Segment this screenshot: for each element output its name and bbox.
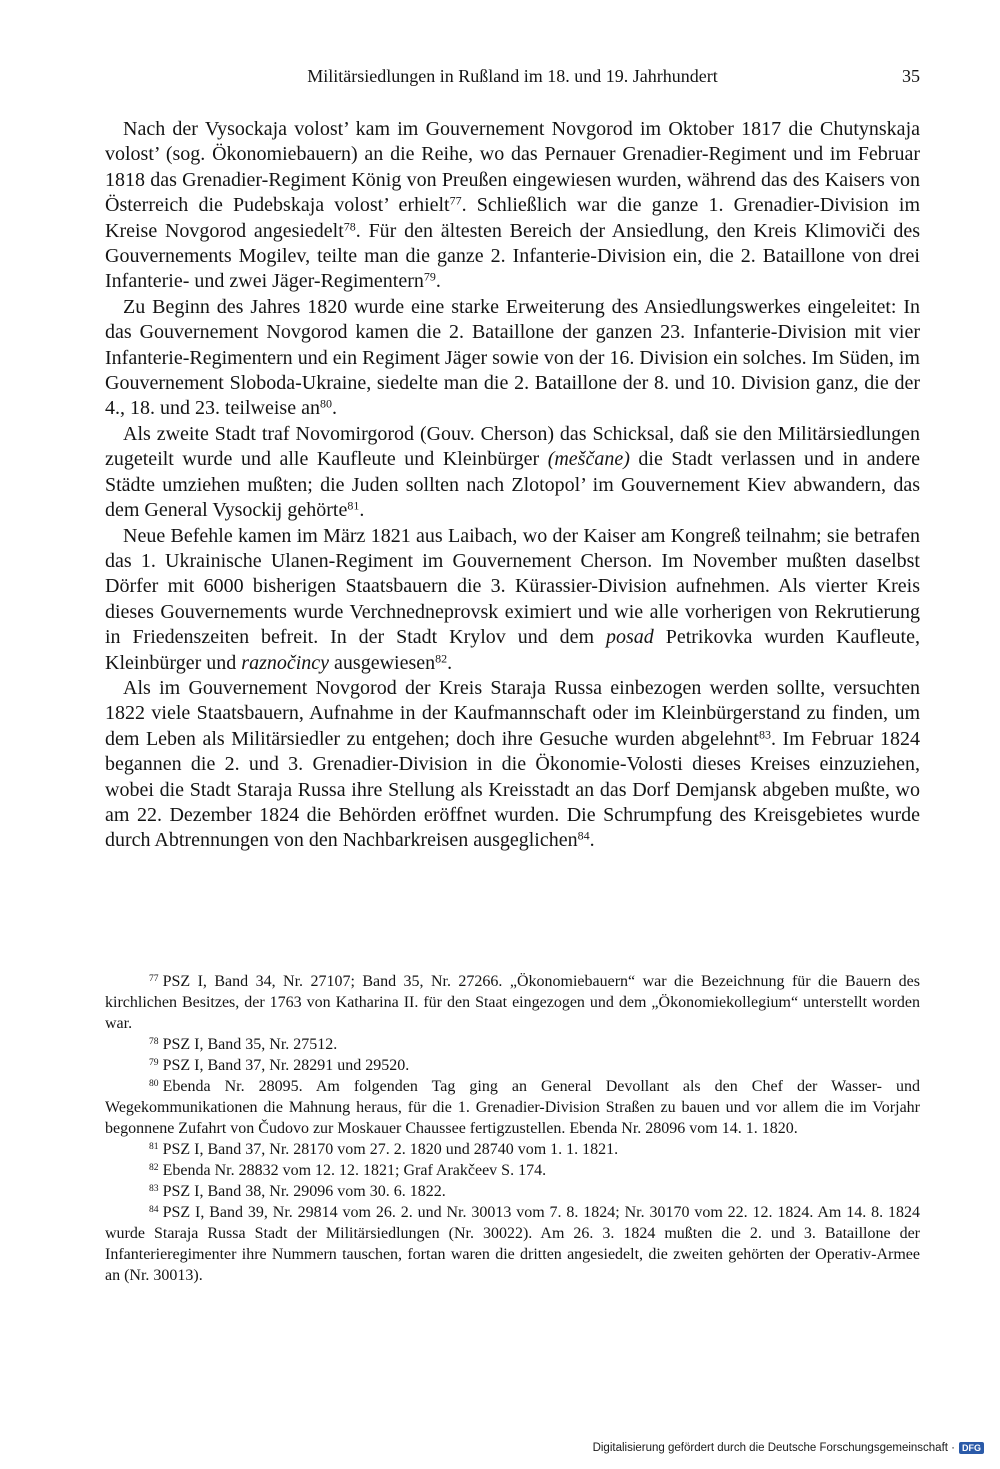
text-run: Neue Befehle kamen im März 1821 aus Laibach, wo der Kaiser am Kongreß teilnahm; sie betrafen das 1. Ukrainische Ulanen-Regiment im Gouvernement Cherson. Im November mußten daselbst Dörfer mit 6000 bisherigen Staatsbauern die 3. Kürassier-Division aufnehmen. Als vierter Kreis dieses Gouvernements wurde Verchnedneprovsk eximiert und wie alle vorherigen von Rekrutierung in Friedenszeiten befreit. In der Stadt Krylov und dem: [105, 524, 920, 649]
text-run: .: [359, 499, 365, 522]
paragraph: [105, 117, 920, 295]
text-run: . Schließlich war die ganze 1. Grenadier-Division im Kreise Novgorod angesiedelt: [105, 194, 920, 242]
text-run: Als im Gouvernement Novgorod der Kreis Staraja Russa einbezogen werden sollte, versuchten 1822 viele Staatsbauern, Aufnahme in der Kaufmannschaft oder im Kleinbürgerstand zu finden, um dem Leben als Militärsiedler zu entgehen; doch ihre Gesuche wurden abgelehnt: [105, 676, 920, 750]
footnote-text: PSZ I, Band 35, Nr. 27512.: [162, 1036, 338, 1053]
footnote-ref: 81: [347, 498, 360, 513]
paragraph: [105, 676, 920, 854]
text-run: .: [447, 651, 453, 674]
text-run: die Stadt verlassen und in andere Städte umziehen mußten; die Juden sollten nach Zlotopol’ im Gouvernement Kiev abwandern, das dem General Vysockij gehörte: [105, 448, 920, 522]
text-run: Als zweite Stadt traf Novomirgorod (Gouv. Cherson) das Schicksal, daß sie den Militärsiedlungen zugeteilt wurde und alle Kaufleute und Kleinbürger: [105, 422, 920, 471]
text-run: Zu Beginn des Jahres 1820 wurde eine starke Erweiterung des Ansiedlungswerkes eingeleitet: In das Gouvernement Novgorod kamen die 2. Bataillone der ganzen 23. Infanterie-Division mit vier Infanterie-Regimentern und ein Regiment Jäger sowie von der 16. Division ein solches. Im Süden, im Gouvernement Sloboda-Ukraine, siedelte man die 2. Bataillone der 8. und 10. Division ganz, die der 4., 18. und 23. teilweise an: [105, 295, 920, 420]
text-run: ausgewiesen: [329, 651, 436, 674]
footnote: $^{79}$ PSZ I, Band 37, Nr. 28291 und 29520.: [149, 1056, 410, 1074]
text-run: .: [589, 829, 595, 852]
page-header: [105, 66, 920, 94]
footnote: $^{81}$ PSZ I, Band 37, Nr. 28170 vom 27. 2. 1820 und 28740 vom 1. 1. 1821.: [149, 1140, 619, 1158]
footnote-ref: 84: [577, 828, 590, 843]
running-title: Militärsiedlungen in Rußland im 18. und 19. Jahrhundert: [307, 66, 718, 86]
footnote-text: PSZ I, Band 37, Nr. 28291 und 29520.: [162, 1057, 410, 1074]
footnote-ref: 82: [435, 650, 448, 665]
footnote-ref: 80: [319, 396, 332, 411]
footnote-ref: 79: [423, 269, 436, 284]
italic-term: (meščane): [547, 448, 630, 471]
digitization-credit: [593, 1439, 984, 1457]
footnote: $^{78}$ PSZ I, Band 35, Nr. 27512.: [149, 1035, 338, 1053]
text-run: .: [435, 270, 441, 293]
text-run: . Für den ältesten Bereich der Ansiedlung, den Kreis Klimoviči des Gouvernements Mogilev, teilte man die ganze 2. Infanterie-Division ein, die 2. Bataillone von drei Infanterie- und zwei Jäger-Regimentern: [105, 219, 920, 293]
footnote: $^{84}$ PSZ I, Band 39, Nr. 29814 vom 26. 2. und Nr. 30013 vom 7. 8. 1824; Nr. 30170 vom 22. 12. 1824. Am 14. 8. 1824 wurde Staraja Russa Stadt der Militärsiedlungen (Nr. 30022). Am 26. 3. 1824 mußten die 2. und 3. Bataillone der Infanterieregimenter ihre Nummern tauschen, fortan waren die dritten angesiedelt, die zweiten gehörten der Operativ-Armee an (Nr. 30013).: [105, 1203, 920, 1284]
footnote-text: PSZ I, Band 34, Nr. 27107; Band 35, Nr. 27266. „Ökonomiebauern“ war die Bezeichnung für die Bauern des kirchlichen Besitzes, der 1763 von Katharina II. für den Staat eingezogen und dem „Ökonomiekollegium“ unterstellt worden war.: [105, 973, 920, 1032]
page-number: 35: [902, 66, 920, 86]
footnote-text: PSZ I, Band 39, Nr. 29814 vom 26. 2. und Nr. 30013 vom 7. 8. 1824; Nr. 30170 vom 22. 12. 1824. Am 14. 8. 1824 wurde Staraja Russa Stadt der Militärsiedlungen (Nr. 30022). Am 26. 3. 1824 mußten die 2. und 3. Bataillone der Infanterieregimenter ihre Nummern tauschen, fortan waren die dritten angesiedelt, die zweiten gehörten der Operativ-Armee an (Nr. 30013).: [105, 1204, 920, 1284]
italic-term: raznočincy: [241, 651, 330, 674]
text-run: . Im Februar 1824 begannen die 2. und 3. Grenadier-Division in die Ökonomie-Volosti dieses Kreises einzuziehen, wobei die Stadt Staraja Russa ihre Stellung als Kreisstadt an das Dorf Demjansk abgeben mußte, wo am 22. Dezember 1824 die Behörden eröffnet wurden. Die Schrumpfung des Kreisgebietes wurde durch Abtrennungen von den Nachbarkreisen ausgeglichen: [105, 727, 920, 852]
paragraph: [105, 422, 920, 524]
footnote-text: PSZ I, Band 38, Nr. 29096 vom 30. 6. 1822.: [162, 1183, 446, 1200]
paragraph: [105, 524, 920, 676]
footnotes: [105, 971, 920, 1286]
footnote-ref: 77: [449, 193, 462, 208]
credit-text: Digitalisierung gefördert durch die Deutsche Forschungsgemeinschaft ·: [592, 1442, 955, 1454]
text-run: .: [331, 397, 337, 420]
footnote-ref: 78: [343, 219, 356, 234]
footnote-ref: 83: [758, 727, 771, 742]
italic-term: posad: [605, 626, 654, 649]
text-run: Nach der Vysockaja volost’ kam im Gouvernement Novgorod im Oktober 1817 die Chutynskaja volost’ (sog. Ökonomiebauern) an die Reihe, wo das Pernauer Grenadier-Regiment und im Februar 1818 das Grenadier-Regiment König von Preußen eingewiesen wurden, während das des Kaisers von Österreich die Pudebskaja volost’ erhielt: [105, 118, 920, 217]
text-run: Petrikovka wurden Kaufleute, Kleinbürger und: [105, 626, 920, 674]
footnote-text: Ebenda Nr. 28095. Am folgenden Tag ging an General Devollant als den Chef der Wasser- und Wegekommunikationen die Mahnung heraus, für die 1. Grenadier-Division Straßen zu bauen und vor allem die im Vorjahr begonnene Zufahrt von Čudovo zur Moskauer Chaussee fertigzustellen. Ebenda Nr. 28096 vom 14. 1. 1820.: [105, 1078, 920, 1137]
footnote: $^{82}$ Ebenda Nr. 28832 vom 12. 12. 1821; Graf Arakčeev S. 174.: [149, 1161, 547, 1179]
dfg-logo-icon: DFG: [959, 1442, 984, 1454]
footnote: $^{77}$ PSZ I, Band 34, Nr. 27107; Band 35, Nr. 27266. „Ökonomiebauern“ war die Bezeichnung für die Bauern des kirchlichen Besitzes, der 1763 von Katharina II. für den Staat eingezogen und dem „Ökonomiekollegium“ unterstellt worden war.: [105, 972, 920, 1032]
footnote: $^{80}$ Ebenda Nr. 28095. Am folgenden Tag ging an General Devollant als den Chef der Wasser- und Wegekommunikationen die Mahnung heraus, für die 1. Grenadier-Division Straßen zu bauen und vor allem die im Vorjahr begonnene Zufahrt von Čudovo zur Moskauer Chaussee fertigzustellen. Ebenda Nr. 28096 vom 14. 1. 1820.: [105, 1077, 920, 1137]
footnote-text: PSZ I, Band 37, Nr. 28170 vom 27. 2. 1820 und 28740 vom 1. 1. 1821.: [162, 1141, 619, 1158]
footnote-text: Ebenda Nr. 28832 vom 12. 12. 1821; Graf Arakčeev S. 174.: [162, 1162, 547, 1179]
body-text: [105, 117, 920, 854]
footnote: $^{83}$ PSZ I, Band 38, Nr. 29096 vom 30. 6. 1822.: [149, 1182, 446, 1200]
paragraph: [105, 295, 920, 422]
